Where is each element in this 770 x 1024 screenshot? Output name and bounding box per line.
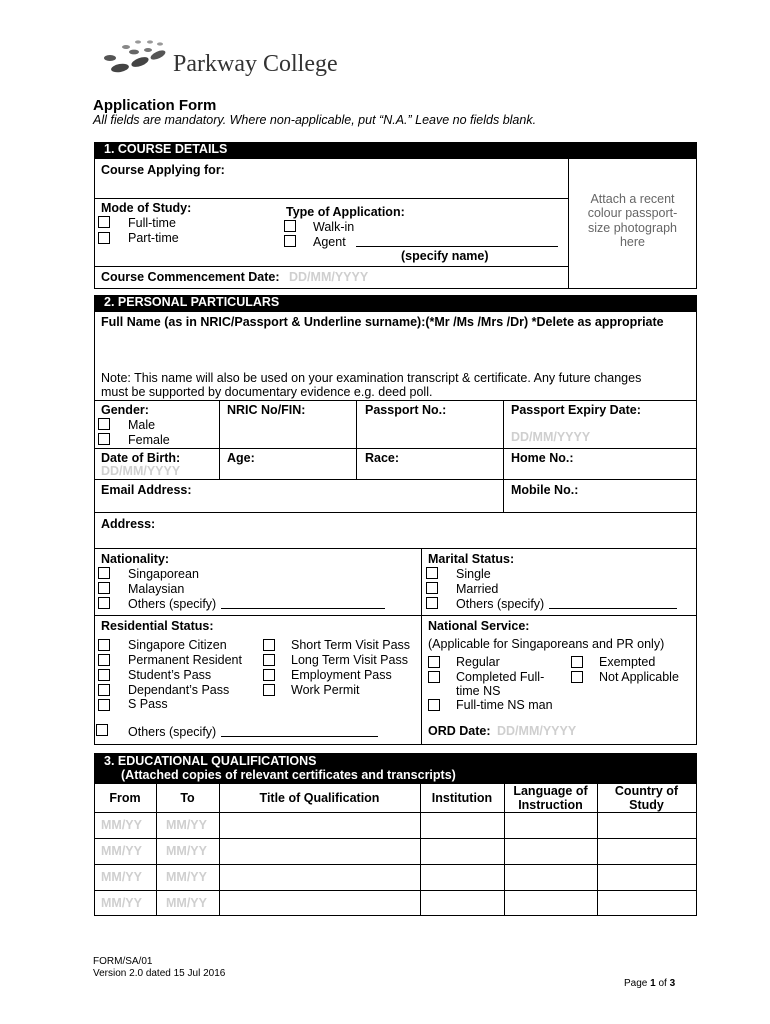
course-applying-label: Course Applying for:	[101, 163, 225, 177]
dob-input[interactable]: DD/MM/YYYY	[101, 464, 181, 478]
page-number: Page 1 of 3	[624, 978, 676, 989]
address-label: Address:	[101, 517, 156, 531]
mode-fulltime-label: Full-time	[128, 216, 176, 230]
home-no-label: Home No.:	[511, 451, 574, 465]
form-instruction: All fields are mandatory. Where non-applicable, put “N.A.” Leave no fields blank.	[93, 113, 537, 127]
section1-header: 1. COURSE DETAILS	[94, 142, 697, 159]
section3-subtitle: (Attached copies of relevant certificates and transcripts)	[121, 768, 456, 782]
nric-label: NRIC No/FIN:	[227, 403, 306, 417]
res-ltvp-checkbox[interactable]	[263, 654, 275, 666]
res-ltvp-label: Long Term Visit Pass	[291, 653, 408, 667]
specify-name-label: (specify name)	[401, 249, 489, 263]
name-note-line2: must be supported by documentary evidence e.g. deed poll.	[101, 385, 433, 399]
ord-date-input[interactable]: DD/MM/YYYY	[497, 724, 577, 738]
row4-to-input[interactable]: MM/YY	[166, 896, 207, 910]
marital-single-label: Single	[456, 567, 491, 581]
section3-title: 3. EDUCATIONAL QUALIFICATIONS	[104, 754, 317, 768]
res-pr-checkbox[interactable]	[98, 654, 110, 666]
photo-placeholder: Attach a recent colour passport- size photograph here	[587, 192, 678, 249]
ns-completed-label-1: Completed Full-	[456, 670, 545, 684]
res-wp-checkbox[interactable]	[263, 684, 275, 696]
marital-label: Marital Status:	[428, 552, 515, 566]
res-pr-label: Permanent Resident	[128, 653, 242, 667]
nationality-label: Nationality:	[101, 552, 170, 566]
section3-header	[94, 753, 697, 784]
res-stvp-checkbox[interactable]	[263, 639, 275, 651]
ns-regular-checkbox[interactable]	[428, 656, 440, 668]
nationality-malaysian-checkbox[interactable]	[98, 582, 110, 594]
res-ep-label: Employment Pass	[291, 668, 392, 682]
course-applying-field[interactable]	[260, 162, 560, 192]
row1-to-input[interactable]: MM/YY	[166, 818, 207, 832]
res-citizen-label: Singapore Citizen	[128, 638, 227, 652]
fullname-label: Full Name (as in NRIC/Passport & Underline surname):(*Mr /Ms /Mrs /Dr) *Delete as appropriate	[101, 315, 664, 329]
res-dependant-checkbox[interactable]	[98, 684, 110, 696]
res-others-label: Others (specify)	[128, 725, 217, 739]
marital-single-checkbox[interactable]	[426, 567, 438, 579]
type-walkin-checkbox[interactable]	[284, 220, 296, 232]
row4-from-input[interactable]: MM/YY	[101, 896, 142, 910]
nationality-malaysian-label: Malaysian	[128, 582, 185, 596]
passport-field[interactable]	[361, 418, 499, 444]
mode-of-study-label: Mode of Study:	[101, 201, 192, 215]
col-language-header-2: Instruction	[518, 798, 583, 812]
res-others-checkbox[interactable]	[96, 724, 108, 736]
section2-header: 2. PERSONAL PARTICULARS	[94, 295, 697, 312]
res-dependant-label: Dependant’s Pass	[128, 683, 230, 697]
type-walkin-label: Walk-in	[313, 220, 355, 234]
nationality-others-label: Others (specify)	[128, 597, 217, 611]
age-label: Age:	[227, 451, 255, 465]
marital-married-checkbox[interactable]	[426, 582, 438, 594]
nationality-singaporean-checkbox[interactable]	[98, 567, 110, 579]
mode-fulltime-checkbox[interactable]	[98, 216, 110, 228]
fullname-field[interactable]	[101, 333, 691, 369]
res-others-field[interactable]	[221, 736, 378, 737]
res-spass-label: S Pass	[128, 697, 168, 711]
ns-completed-label-2: time NS	[456, 684, 501, 698]
gender-female-label: Female	[128, 433, 170, 447]
type-agent-label: Agent	[313, 235, 346, 249]
ns-regular-label: Regular	[456, 655, 500, 669]
type-of-application-label: Type of Application:	[286, 205, 405, 219]
row2-to-input[interactable]: MM/YY	[166, 844, 207, 858]
res-ep-checkbox[interactable]	[263, 669, 275, 681]
type-agent-checkbox[interactable]	[284, 235, 296, 247]
email-field[interactable]	[200, 482, 498, 508]
col-country-header-1: Country of	[614, 784, 679, 798]
gender-male-label: Male	[128, 418, 156, 432]
email-label: Email Address:	[101, 483, 192, 497]
gender-female-checkbox[interactable]	[98, 433, 110, 445]
gender-label: Gender:	[101, 403, 149, 417]
mode-parttime-checkbox[interactable]	[98, 232, 110, 244]
address-field[interactable]	[160, 515, 690, 545]
col-title-header: Title of Qualification	[259, 791, 380, 805]
mode-parttime-label: Part-time	[128, 231, 179, 245]
ns-completed-checkbox[interactable]	[428, 671, 440, 683]
dob-label: Date of Birth:	[101, 451, 181, 465]
ns-na-label: Not Applicable	[599, 670, 679, 684]
nric-field[interactable]	[224, 418, 352, 444]
marital-others-checkbox[interactable]	[426, 597, 438, 609]
gender-male-checkbox[interactable]	[98, 418, 110, 430]
commencement-date-input[interactable]: DD/MM/YYYY	[289, 270, 369, 284]
ns-na-checkbox[interactable]	[571, 671, 583, 683]
res-stvp-label: Short Term Visit Pass	[291, 638, 411, 652]
nationality-singaporean-label: Singaporean	[128, 567, 199, 581]
ns-fulltime-label: Full-time NS man	[456, 698, 553, 712]
marital-married-label: Married	[456, 582, 499, 596]
ns-label: National Service:	[428, 619, 530, 633]
race-label: Race:	[365, 451, 400, 465]
col-institution-header: Institution	[431, 791, 493, 805]
nationality-others-checkbox[interactable]	[98, 597, 110, 609]
row3-from-input[interactable]: MM/YY	[101, 870, 142, 884]
row2-from-input[interactable]: MM/YY	[101, 844, 142, 858]
parkway-logo-icon	[100, 38, 170, 78]
passport-expiry-label: Passport Expiry Date:	[511, 403, 641, 417]
ns-exempted-label: Exempted	[599, 655, 656, 669]
marital-others-field[interactable]	[549, 608, 677, 609]
logo	[100, 38, 340, 82]
marital-others-label: Others (specify)	[456, 597, 545, 611]
commencement-label: Course Commencement Date:	[101, 270, 280, 284]
res-citizen-checkbox[interactable]	[98, 639, 110, 651]
col-to-header: To	[180, 791, 195, 805]
row3-to-input[interactable]: MM/YY	[166, 870, 207, 884]
res-spass-checkbox[interactable]	[98, 699, 110, 711]
col-country-header-2: Study	[629, 798, 664, 812]
passport-label: Passport No.:	[365, 403, 447, 417]
logo-text: Parkway College	[173, 51, 338, 77]
res-student-label: Student’s Pass	[128, 668, 212, 682]
form-version: Version 2.0 dated 15 Jul 2016	[93, 968, 226, 979]
passport-expiry-input[interactable]: DD/MM/YYYY	[511, 430, 591, 444]
res-student-checkbox[interactable]	[98, 669, 110, 681]
ns-note: (Applicable for Singaporeans and PR only)	[428, 637, 665, 651]
col-language-header-1: Language of	[513, 784, 588, 798]
ord-label: ORD Date:	[428, 724, 491, 738]
mobile-label: Mobile No.:	[511, 483, 579, 497]
residential-label: Residential Status:	[101, 619, 214, 633]
form-code: FORM/SA/01	[93, 956, 153, 967]
nationality-others-field[interactable]	[221, 608, 385, 609]
ns-fulltime-checkbox[interactable]	[428, 699, 440, 711]
col-from-header: From	[109, 791, 141, 805]
form-title: Application Form	[93, 97, 217, 114]
name-note-line1: Note: This name will also be used on your examination transcript & certificate. Any future changes	[101, 371, 642, 385]
ns-exempted-checkbox[interactable]	[571, 656, 583, 668]
res-wp-label: Work Permit	[291, 683, 360, 697]
agent-name-field[interactable]	[356, 246, 558, 247]
row1-from-input[interactable]: MM/YY	[101, 818, 142, 832]
